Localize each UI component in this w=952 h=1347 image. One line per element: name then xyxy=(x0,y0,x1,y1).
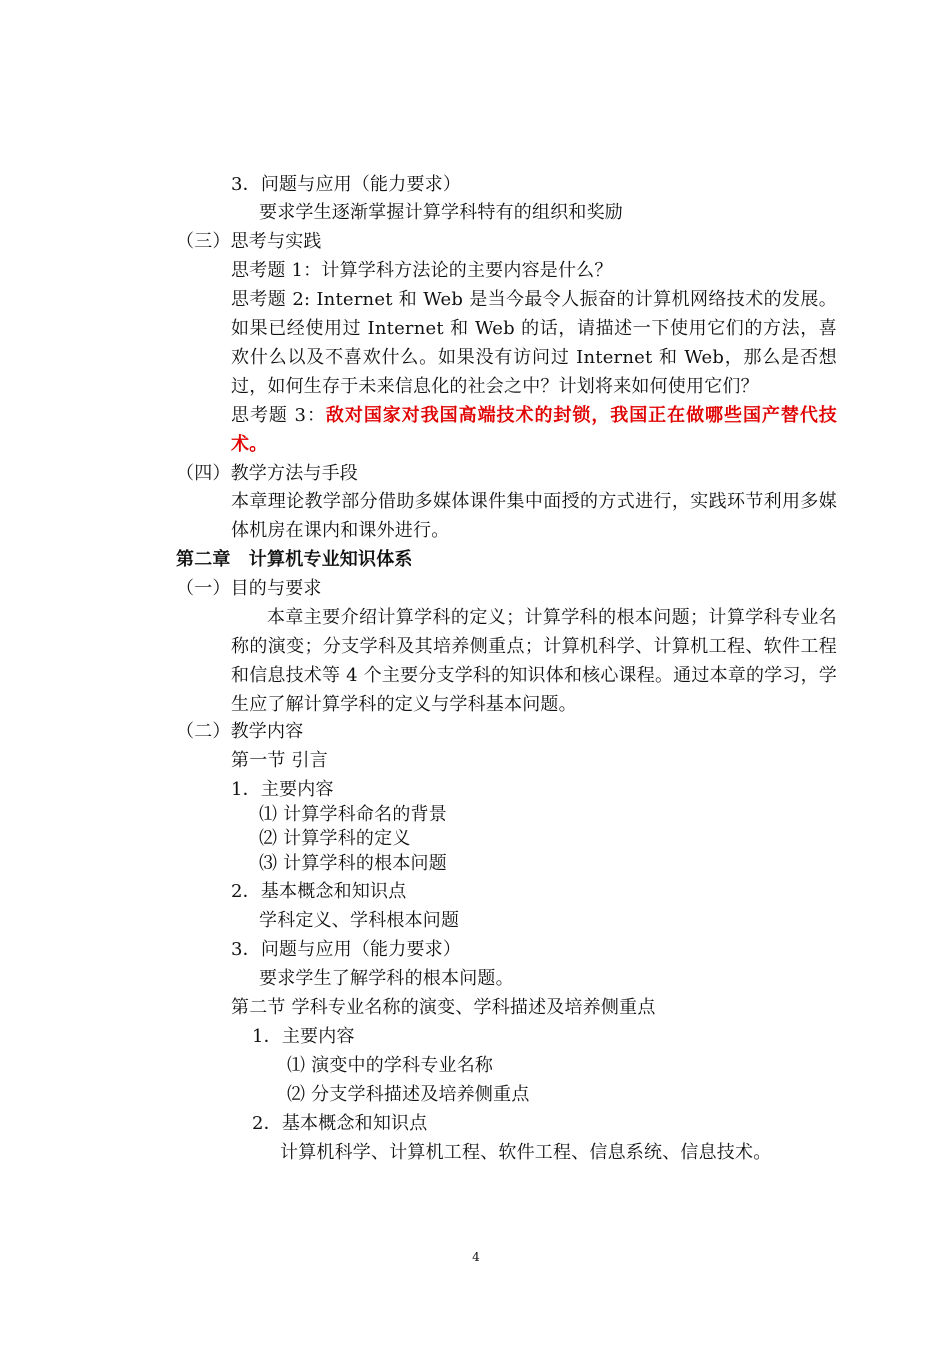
item3-heading: 3．问题与应用（能力要求） xyxy=(231,174,462,195)
goals-text: 本章主要介绍计算学科的定义；计算学科的根本问题；计算学科专业名称的演变；分支学科及其培养侧重点；计算机科学、计算机工程、软件工程和信息技术等 4 个主要分支学科的知识体和核心课程。通过本章的学习，学生应了解计算学科的定义与学科基本问题。 xyxy=(231,607,837,715)
page-number: 4 xyxy=(472,1250,480,1264)
sec2-item2-text: 计算机科学、计算机工程、软件工程、信息系统、信息技术。 xyxy=(280,1142,772,1163)
sec1-title: 第一节 引言 xyxy=(231,750,328,771)
question-3-label: 思考题 3： xyxy=(231,405,326,426)
goals-heading: （一）目的与要求 xyxy=(176,578,322,599)
question-3-emphasis: 敌对国家对我国高端技术的封锁，我国正在做哪些国产替代技术。 xyxy=(231,405,837,455)
sec1-list-item: ⑵ 计算学科的定义 xyxy=(259,828,411,849)
sec2-item1-heading: 1．主要内容 xyxy=(252,1026,355,1047)
sec2-item2-heading: 2．基本概念和知识点 xyxy=(252,1113,428,1134)
sec1-list-item: ⑴ 计算学科命名的背景 xyxy=(259,804,447,825)
sec1-list-item: ⑶ 计算学科的根本问题 xyxy=(259,853,447,874)
question-2: 思考题 2: Internet 和 Web 是当今最令人振奋的计算机网络技术的发展。如果已经使用过 Internet 和 Web 的话，请描述一下使用它们的方法，喜欢什么以及不喜欢什么。如果没有访问过 Internet 和 Web，那么是否想过，如何生存于未来信息化的社会之中？计划将来如何使用它们？ xyxy=(231,289,837,397)
content-heading: （二）教学内容 xyxy=(176,721,304,742)
sec1-item2-heading: 2．基本概念和知识点 xyxy=(231,881,407,902)
sec2-list-item: ⑴ 演变中的学科专业名称 xyxy=(287,1055,494,1076)
sec2-list-item: ⑵ 分支学科描述及培养侧重点 xyxy=(287,1084,530,1105)
sec1-item1-heading: 1．主要内容 xyxy=(231,779,334,800)
sec1-item3-text: 要求学生了解学科的根本问题。 xyxy=(259,968,514,989)
question-3 xyxy=(231,401,837,459)
question-1: 思考题 1：计算学科方法论的主要内容是什么？ xyxy=(231,260,613,281)
section-four-text: 本章理论教学部分借助多媒体课件集中面授的方式进行，实践环节利用多媒体机房在课内和课外进行。 xyxy=(231,491,837,541)
sec1-item3-heading: 3．问题与应用（能力要求） xyxy=(231,939,462,960)
chapter-title: 第二章 计算机专业知识体系 xyxy=(176,549,413,570)
item3-text: 要求学生逐渐掌握计算学科特有的组织和奖励 xyxy=(259,202,623,223)
section-four-heading: （四）教学方法与手段 xyxy=(176,463,358,484)
section-three-heading: （三）思考与实践 xyxy=(176,231,322,252)
sec2-title: 第二节 学科专业名称的演变、学科描述及培养侧重点 xyxy=(231,997,656,1018)
sec1-item2-text: 学科定义、学科根本问题 xyxy=(259,910,460,931)
